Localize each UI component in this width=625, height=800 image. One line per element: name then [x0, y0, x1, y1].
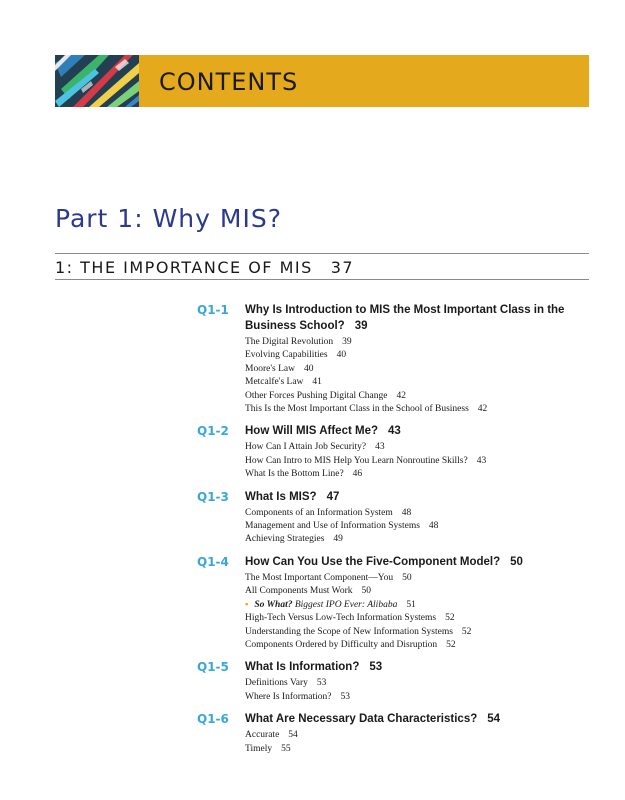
section-title: Why Is Introduction to MIS the Most Important Class in the Business School?: [245, 304, 565, 332]
subsection-page: 48: [428, 521, 439, 532]
subsection-title: Where Is Information?: [245, 691, 332, 702]
toc-section-heading[interactable]: [197, 711, 589, 727]
section-title-line: [245, 554, 523, 570]
chapter-page: 37: [330, 258, 355, 277]
subsection-title: Accurate: [245, 730, 280, 741]
subsection-title: Definitions Vary: [245, 678, 308, 689]
subsection-page: 53: [316, 678, 327, 689]
part-title: Part 1: Why MIS?: [55, 204, 282, 233]
subsection-item[interactable]: [245, 441, 589, 454]
subsection-title: How Can Intro to MIS Help You Learn Nonroutine Skills?: [245, 455, 468, 466]
chapter-rule-bottom: [55, 279, 589, 280]
subsection-title: Evolving Capabilities: [245, 350, 328, 361]
subsection-title: Biggest IPO Ever: Alibaba: [294, 599, 398, 610]
subsection-item[interactable]: [245, 533, 589, 546]
subsection-item[interactable]: [245, 677, 589, 690]
subsection-item[interactable]: [245, 729, 589, 742]
question-number: Q1-1: [197, 303, 229, 317]
section-title: How Will MIS Affect Me?: [245, 425, 378, 438]
chapter-title: 1: THE IMPORTANCE OF MIS: [55, 258, 313, 277]
header-decorative-image: [55, 55, 139, 107]
toc-section-heading[interactable]: [197, 659, 589, 675]
question-number: Q1-4: [197, 554, 229, 569]
contents-header: [55, 55, 589, 107]
toc-section: [197, 659, 589, 704]
section-title: How Can You Use the Five-Component Model?: [245, 555, 501, 568]
subsection-item[interactable]: [245, 455, 589, 468]
subsection-title: All Components Must Work: [245, 586, 353, 597]
subsection-item[interactable]: [245, 639, 589, 652]
subsection-item[interactable]: [245, 520, 589, 533]
subsection-title: How Can I Attain Job Security?: [245, 442, 367, 453]
toc-section: [197, 489, 589, 547]
subsection-page: 55: [281, 743, 291, 754]
subsection-item[interactable]: [245, 376, 589, 389]
toc-section-heading[interactable]: [197, 302, 589, 334]
section-title-line: [245, 489, 339, 505]
subsection-item[interactable]: [245, 468, 589, 481]
chapter-heading: [55, 258, 354, 277]
section-page: 54: [487, 713, 501, 726]
section-page: 50: [510, 555, 523, 568]
subsection-item[interactable]: [245, 743, 589, 756]
subsection-item[interactable]: [245, 336, 589, 349]
section-page: 43: [388, 425, 401, 438]
subsection-page: 40: [304, 363, 314, 374]
section-title: What Are Necessary Data Characteristics?: [245, 713, 478, 726]
subsection-title: Timely: [245, 743, 273, 754]
chapter-rule-top: [55, 253, 589, 254]
subsection-item[interactable]: [245, 612, 589, 625]
subsection-item[interactable]: [245, 349, 589, 362]
subsection-title: Components of an Information System: [245, 507, 393, 518]
section-page: 53: [369, 661, 383, 674]
feature-label: So What?: [254, 599, 293, 610]
subsection-item[interactable]: [245, 691, 589, 704]
subsection-page: 40: [336, 350, 347, 361]
subsection-page: 52: [445, 613, 455, 624]
subsection-list: [245, 572, 589, 652]
header-bar: [139, 55, 589, 107]
subsection-page: 49: [333, 534, 343, 545]
subsection-list: [245, 336, 589, 416]
subsection-page: 48: [401, 507, 412, 518]
subsection-page: 46: [352, 469, 363, 480]
subsection-item[interactable]: [245, 507, 589, 520]
subsection-list: [245, 729, 589, 756]
section-title-line: [245, 711, 500, 727]
subsection-page: 50: [402, 572, 412, 583]
subsection-title: What Is the Bottom Line?: [245, 469, 344, 480]
toc-section: [197, 302, 589, 416]
toc-section: [197, 554, 589, 652]
subsection-title: Other Forces Pushing Digital Change: [245, 390, 388, 401]
subsection-item[interactable]: [245, 626, 589, 639]
toc-section-heading[interactable]: [197, 554, 589, 570]
section-title: What Is Information?: [245, 661, 360, 674]
subsection-title: Metcalfe's Law: [245, 377, 304, 388]
subsection-item[interactable]: [245, 363, 589, 376]
question-number: Q1-2: [197, 424, 229, 439]
subsection-page: 51: [406, 599, 416, 610]
question-number: Q1-5: [197, 660, 229, 675]
subsection-title: Understanding the Scope of New Information Systems: [245, 626, 453, 637]
subsection-title: The Digital Revolution: [245, 337, 334, 347]
contents-title: CONTENTS: [159, 68, 299, 96]
toc-list: [197, 302, 589, 763]
subsection-page: 54: [288, 730, 298, 741]
subsection-title: Achieving Strategies: [245, 534, 325, 545]
subsection-item[interactable]: [245, 403, 589, 416]
subsection-page: 41: [312, 377, 322, 388]
subsection-page: 42: [396, 390, 406, 401]
section-title-line: [245, 423, 401, 439]
subsection-list: [245, 677, 589, 704]
subsection-page: 52: [461, 626, 472, 637]
subsection-page: 43: [375, 442, 385, 453]
section-title-line: [245, 302, 589, 334]
subsection-page: 53: [340, 691, 351, 702]
subsection-item[interactable]: [245, 585, 589, 598]
subsection-title: Management and Use of Information Systems: [245, 521, 420, 532]
toc-section-heading[interactable]: [197, 423, 589, 439]
subsection-page: 52: [446, 639, 456, 650]
subsection-page: 39: [342, 337, 352, 347]
question-number: Q1-3: [197, 489, 229, 504]
subsection-title: This Is the Most Important Class in the School of Business: [245, 404, 469, 415]
section-page: 39: [354, 320, 368, 332]
subsection-title: High-Tech Versus Low-Tech Information Systems: [245, 613, 437, 624]
subsection-page: 50: [361, 586, 372, 597]
subsection-title: The Most Important Component—You: [245, 572, 394, 583]
subsection-list: [245, 441, 589, 481]
question-number: Q1-6: [197, 712, 229, 727]
subsection-page: 43: [476, 455, 487, 466]
section-title: What Is MIS?: [245, 490, 317, 503]
section-title-line: [245, 659, 382, 675]
bullet-icon: ▪: [245, 599, 249, 610]
section-page: 47: [326, 490, 340, 503]
subsection-item[interactable]: [245, 599, 589, 612]
subsection-list: [245, 507, 589, 547]
subsection-title: Components Ordered by Difficulty and Disruption: [245, 639, 438, 650]
toc-section: [197, 423, 589, 481]
subsection-item[interactable]: [245, 390, 589, 403]
toc-section: [197, 711, 589, 756]
toc-section-heading[interactable]: [197, 489, 589, 505]
subsection-item[interactable]: [245, 572, 589, 585]
subsection-page: 42: [477, 404, 488, 415]
subsection-title: Moore's Law: [245, 363, 295, 374]
